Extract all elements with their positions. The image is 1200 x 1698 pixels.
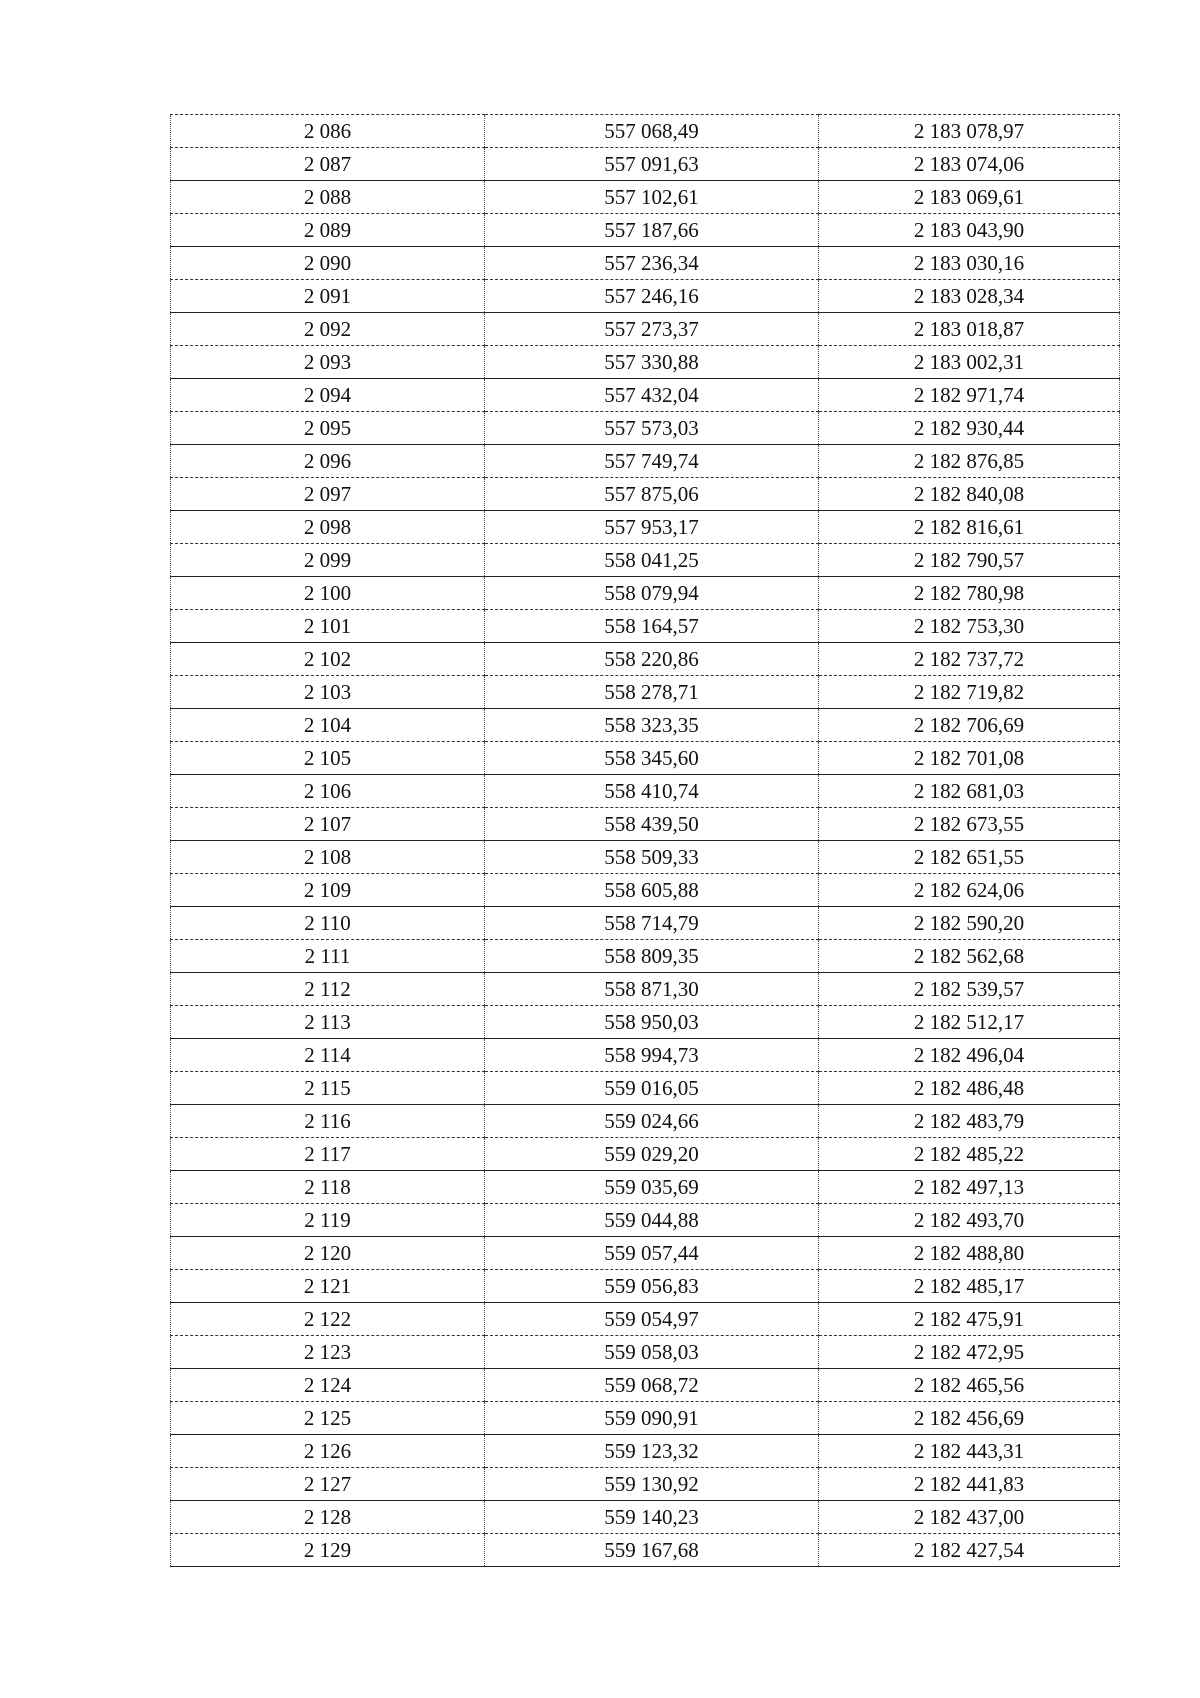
table-row bbox=[171, 511, 1120, 544]
table-row bbox=[171, 676, 1120, 709]
point-number-cell: 2 114 bbox=[171, 1039, 485, 1072]
y-coordinate-cell: 2 182 737,72 bbox=[819, 643, 1120, 676]
x-coordinate-cell: 558 164,57 bbox=[485, 610, 819, 643]
table-row bbox=[171, 280, 1120, 313]
table-row bbox=[171, 1501, 1120, 1534]
point-number-cell: 2 103 bbox=[171, 676, 485, 709]
table-row bbox=[171, 610, 1120, 643]
table-row bbox=[171, 115, 1120, 148]
point-number-cell: 2 086 bbox=[171, 115, 485, 148]
y-coordinate-cell: 2 182 701,08 bbox=[819, 742, 1120, 775]
y-coordinate-cell: 2 182 483,79 bbox=[819, 1105, 1120, 1138]
y-coordinate-cell: 2 182 443,31 bbox=[819, 1435, 1120, 1468]
x-coordinate-cell: 559 024,66 bbox=[485, 1105, 819, 1138]
y-coordinate-cell: 2 182 971,74 bbox=[819, 379, 1120, 412]
point-number-cell: 2 106 bbox=[171, 775, 485, 808]
y-coordinate-cell: 2 183 069,61 bbox=[819, 181, 1120, 214]
x-coordinate-cell: 559 029,20 bbox=[485, 1138, 819, 1171]
table-row bbox=[171, 1171, 1120, 1204]
x-coordinate-cell: 559 090,91 bbox=[485, 1402, 819, 1435]
y-coordinate-cell: 2 182 876,85 bbox=[819, 445, 1120, 478]
x-coordinate-cell: 557 246,16 bbox=[485, 280, 819, 313]
y-coordinate-cell: 2 182 930,44 bbox=[819, 412, 1120, 445]
table-row bbox=[171, 973, 1120, 1006]
table-row bbox=[171, 1138, 1120, 1171]
point-number-cell: 2 099 bbox=[171, 544, 485, 577]
x-coordinate-cell: 559 057,44 bbox=[485, 1237, 819, 1270]
table-row bbox=[171, 1402, 1120, 1435]
y-coordinate-cell: 2 182 472,95 bbox=[819, 1336, 1120, 1369]
x-coordinate-cell: 559 130,92 bbox=[485, 1468, 819, 1501]
y-coordinate-cell: 2 182 427,54 bbox=[819, 1534, 1120, 1567]
table-row bbox=[171, 907, 1120, 940]
y-coordinate-cell: 2 182 488,80 bbox=[819, 1237, 1120, 1270]
point-number-cell: 2 115 bbox=[171, 1072, 485, 1105]
point-number-cell: 2 121 bbox=[171, 1270, 485, 1303]
x-coordinate-cell: 559 123,32 bbox=[485, 1435, 819, 1468]
point-number-cell: 2 120 bbox=[171, 1237, 485, 1270]
y-coordinate-cell: 2 182 475,91 bbox=[819, 1303, 1120, 1336]
x-coordinate-cell: 557 953,17 bbox=[485, 511, 819, 544]
point-number-cell: 2 090 bbox=[171, 247, 485, 280]
point-number-cell: 2 118 bbox=[171, 1171, 485, 1204]
y-coordinate-cell: 2 182 497,13 bbox=[819, 1171, 1120, 1204]
point-number-cell: 2 107 bbox=[171, 808, 485, 841]
x-coordinate-cell: 558 323,35 bbox=[485, 709, 819, 742]
point-number-cell: 2 088 bbox=[171, 181, 485, 214]
table-row bbox=[171, 874, 1120, 907]
point-number-cell: 2 116 bbox=[171, 1105, 485, 1138]
point-number-cell: 2 110 bbox=[171, 907, 485, 940]
table-row bbox=[171, 940, 1120, 973]
y-coordinate-cell: 2 183 043,90 bbox=[819, 214, 1120, 247]
y-coordinate-cell: 2 182 512,17 bbox=[819, 1006, 1120, 1039]
table-row bbox=[171, 445, 1120, 478]
x-coordinate-cell: 557 573,03 bbox=[485, 412, 819, 445]
y-coordinate-cell: 2 182 706,69 bbox=[819, 709, 1120, 742]
table-row bbox=[171, 643, 1120, 676]
y-coordinate-cell: 2 182 441,83 bbox=[819, 1468, 1120, 1501]
point-number-cell: 2 104 bbox=[171, 709, 485, 742]
table-row bbox=[171, 1006, 1120, 1039]
point-number-cell: 2 111 bbox=[171, 940, 485, 973]
point-number-cell: 2 100 bbox=[171, 577, 485, 610]
point-number-cell: 2 113 bbox=[171, 1006, 485, 1039]
point-number-cell: 2 093 bbox=[171, 346, 485, 379]
point-number-cell: 2 112 bbox=[171, 973, 485, 1006]
point-number-cell: 2 105 bbox=[171, 742, 485, 775]
point-number-cell: 2 108 bbox=[171, 841, 485, 874]
y-coordinate-cell: 2 182 816,61 bbox=[819, 511, 1120, 544]
table-row bbox=[171, 577, 1120, 610]
x-coordinate-cell: 559 035,69 bbox=[485, 1171, 819, 1204]
coordinates-table bbox=[170, 114, 1120, 1567]
x-coordinate-cell: 557 330,88 bbox=[485, 346, 819, 379]
x-coordinate-cell: 559 044,88 bbox=[485, 1204, 819, 1237]
table-row bbox=[171, 1105, 1120, 1138]
x-coordinate-cell: 558 509,33 bbox=[485, 841, 819, 874]
x-coordinate-cell: 557 068,49 bbox=[485, 115, 819, 148]
point-number-cell: 2 119 bbox=[171, 1204, 485, 1237]
table-row bbox=[171, 346, 1120, 379]
point-number-cell: 2 094 bbox=[171, 379, 485, 412]
x-coordinate-cell: 557 102,61 bbox=[485, 181, 819, 214]
table-row bbox=[171, 742, 1120, 775]
table-row bbox=[171, 808, 1120, 841]
x-coordinate-cell: 558 079,94 bbox=[485, 577, 819, 610]
table-row bbox=[171, 181, 1120, 214]
point-number-cell: 2 101 bbox=[171, 610, 485, 643]
point-number-cell: 2 102 bbox=[171, 643, 485, 676]
x-coordinate-cell: 559 058,03 bbox=[485, 1336, 819, 1369]
table-row bbox=[171, 1468, 1120, 1501]
x-coordinate-cell: 557 236,34 bbox=[485, 247, 819, 280]
table-row bbox=[171, 1336, 1120, 1369]
y-coordinate-cell: 2 183 028,34 bbox=[819, 280, 1120, 313]
x-coordinate-cell: 557 187,66 bbox=[485, 214, 819, 247]
y-coordinate-cell: 2 182 590,20 bbox=[819, 907, 1120, 940]
y-coordinate-cell: 2 182 562,68 bbox=[819, 940, 1120, 973]
point-number-cell: 2 124 bbox=[171, 1369, 485, 1402]
y-coordinate-cell: 2 182 486,48 bbox=[819, 1072, 1120, 1105]
point-number-cell: 2 129 bbox=[171, 1534, 485, 1567]
x-coordinate-cell: 558 439,50 bbox=[485, 808, 819, 841]
point-number-cell: 2 097 bbox=[171, 478, 485, 511]
x-coordinate-cell: 558 345,60 bbox=[485, 742, 819, 775]
point-number-cell: 2 098 bbox=[171, 511, 485, 544]
x-coordinate-cell: 558 809,35 bbox=[485, 940, 819, 973]
table-row bbox=[171, 1039, 1120, 1072]
y-coordinate-cell: 2 182 493,70 bbox=[819, 1204, 1120, 1237]
x-coordinate-cell: 558 994,73 bbox=[485, 1039, 819, 1072]
table-row bbox=[171, 775, 1120, 808]
x-coordinate-cell: 558 950,03 bbox=[485, 1006, 819, 1039]
table-row bbox=[171, 1204, 1120, 1237]
point-number-cell: 2 087 bbox=[171, 148, 485, 181]
y-coordinate-cell: 2 183 030,16 bbox=[819, 247, 1120, 280]
x-coordinate-cell: 558 041,25 bbox=[485, 544, 819, 577]
table-row bbox=[171, 709, 1120, 742]
x-coordinate-cell: 558 871,30 bbox=[485, 973, 819, 1006]
y-coordinate-cell: 2 182 496,04 bbox=[819, 1039, 1120, 1072]
table-row bbox=[171, 214, 1120, 247]
point-number-cell: 2 123 bbox=[171, 1336, 485, 1369]
table-row bbox=[171, 1270, 1120, 1303]
x-coordinate-cell: 558 278,71 bbox=[485, 676, 819, 709]
table-row bbox=[171, 841, 1120, 874]
table-row bbox=[171, 1303, 1120, 1336]
y-coordinate-cell: 2 182 780,98 bbox=[819, 577, 1120, 610]
y-coordinate-cell: 2 183 018,87 bbox=[819, 313, 1120, 346]
y-coordinate-cell: 2 182 790,57 bbox=[819, 544, 1120, 577]
y-coordinate-cell: 2 182 753,30 bbox=[819, 610, 1120, 643]
y-coordinate-cell: 2 182 539,57 bbox=[819, 973, 1120, 1006]
point-number-cell: 2 117 bbox=[171, 1138, 485, 1171]
point-number-cell: 2 092 bbox=[171, 313, 485, 346]
x-coordinate-cell: 559 056,83 bbox=[485, 1270, 819, 1303]
y-coordinate-cell: 2 182 485,22 bbox=[819, 1138, 1120, 1171]
y-coordinate-cell: 2 182 840,08 bbox=[819, 478, 1120, 511]
y-coordinate-cell: 2 183 074,06 bbox=[819, 148, 1120, 181]
y-coordinate-cell: 2 183 078,97 bbox=[819, 115, 1120, 148]
table-row bbox=[171, 313, 1120, 346]
x-coordinate-cell: 558 220,86 bbox=[485, 643, 819, 676]
y-coordinate-cell: 2 182 437,00 bbox=[819, 1501, 1120, 1534]
table-row bbox=[171, 412, 1120, 445]
y-coordinate-cell: 2 182 681,03 bbox=[819, 775, 1120, 808]
y-coordinate-cell: 2 182 719,82 bbox=[819, 676, 1120, 709]
table-row bbox=[171, 247, 1120, 280]
table-row bbox=[171, 1435, 1120, 1468]
point-number-cell: 2 128 bbox=[171, 1501, 485, 1534]
point-number-cell: 2 091 bbox=[171, 280, 485, 313]
x-coordinate-cell: 559 054,97 bbox=[485, 1303, 819, 1336]
table-row bbox=[171, 1534, 1120, 1567]
point-number-cell: 2 122 bbox=[171, 1303, 485, 1336]
y-coordinate-cell: 2 183 002,31 bbox=[819, 346, 1120, 379]
x-coordinate-cell: 558 714,79 bbox=[485, 907, 819, 940]
point-number-cell: 2 127 bbox=[171, 1468, 485, 1501]
point-number-cell: 2 089 bbox=[171, 214, 485, 247]
point-number-cell: 2 125 bbox=[171, 1402, 485, 1435]
table-row bbox=[171, 1369, 1120, 1402]
x-coordinate-cell: 558 410,74 bbox=[485, 775, 819, 808]
y-coordinate-cell: 2 182 673,55 bbox=[819, 808, 1120, 841]
table-row bbox=[171, 1072, 1120, 1105]
point-number-cell: 2 109 bbox=[171, 874, 485, 907]
x-coordinate-cell: 557 091,63 bbox=[485, 148, 819, 181]
x-coordinate-cell: 557 749,74 bbox=[485, 445, 819, 478]
table-row bbox=[171, 379, 1120, 412]
table-row bbox=[171, 544, 1120, 577]
x-coordinate-cell: 559 016,05 bbox=[485, 1072, 819, 1105]
table-row bbox=[171, 1237, 1120, 1270]
y-coordinate-cell: 2 182 465,56 bbox=[819, 1369, 1120, 1402]
x-coordinate-cell: 558 605,88 bbox=[485, 874, 819, 907]
x-coordinate-cell: 557 273,37 bbox=[485, 313, 819, 346]
x-coordinate-cell: 557 432,04 bbox=[485, 379, 819, 412]
x-coordinate-cell: 559 140,23 bbox=[485, 1501, 819, 1534]
x-coordinate-cell: 559 167,68 bbox=[485, 1534, 819, 1567]
point-number-cell: 2 096 bbox=[171, 445, 485, 478]
y-coordinate-cell: 2 182 485,17 bbox=[819, 1270, 1120, 1303]
coordinates-table-body bbox=[171, 115, 1120, 1567]
y-coordinate-cell: 2 182 456,69 bbox=[819, 1402, 1120, 1435]
x-coordinate-cell: 557 875,06 bbox=[485, 478, 819, 511]
table-row bbox=[171, 478, 1120, 511]
y-coordinate-cell: 2 182 624,06 bbox=[819, 874, 1120, 907]
table-row bbox=[171, 148, 1120, 181]
point-number-cell: 2 126 bbox=[171, 1435, 485, 1468]
y-coordinate-cell: 2 182 651,55 bbox=[819, 841, 1120, 874]
point-number-cell: 2 095 bbox=[171, 412, 485, 445]
x-coordinate-cell: 559 068,72 bbox=[485, 1369, 819, 1402]
